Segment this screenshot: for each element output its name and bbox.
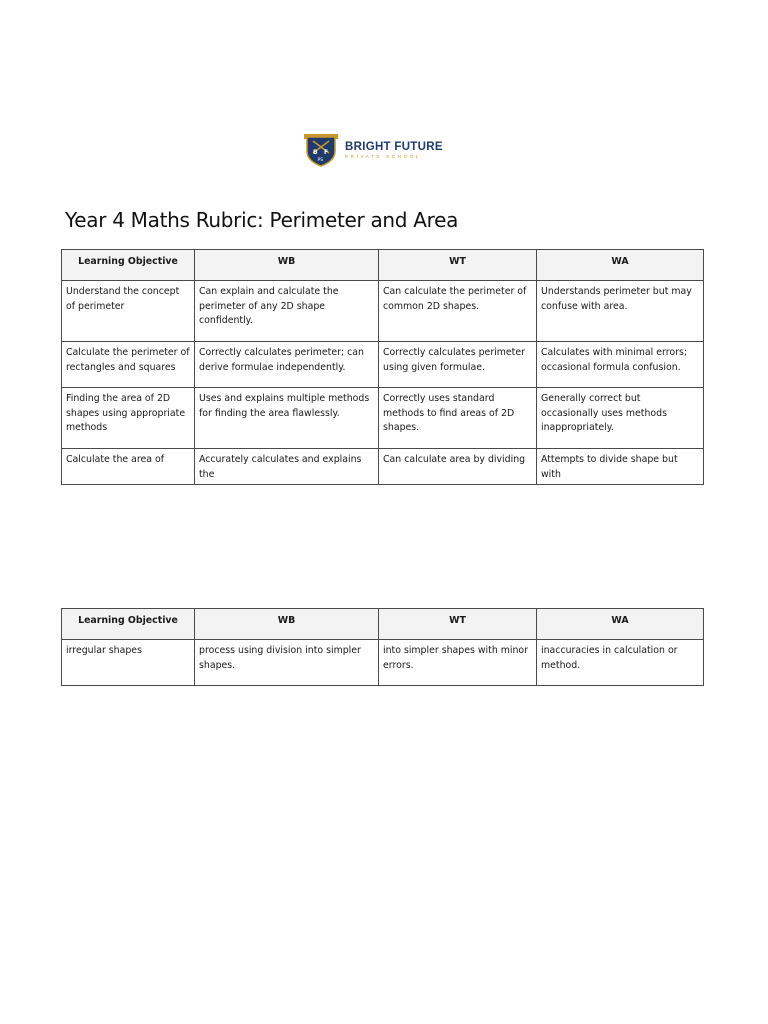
header-wt: WT (379, 250, 537, 281)
header-wa: WA (537, 250, 704, 281)
cell-wa: Understands perimeter but may confuse with area. (537, 281, 704, 342)
school-logo (303, 133, 443, 167)
header-learning-objective: Learning Objective (62, 250, 195, 281)
rubric-table (61, 249, 704, 485)
cell-wt: Can calculate area by dividing (379, 449, 537, 485)
cell-wa: Calculates with minimal errors; occasional formula confusion. (537, 342, 704, 388)
logo-school-subtitle: PRIVATE SCHOOL (345, 153, 422, 159)
cell-wb: Accurately calculates and explains the (195, 449, 379, 485)
cell-wt: Correctly uses standard methods to find areas of 2D shapes. (379, 388, 537, 449)
cell-objective: Calculate the perimeter of rectangles and squares (62, 342, 195, 388)
header-wa: WA (537, 609, 704, 640)
table-row (62, 449, 704, 485)
cell-wb: Uses and explains multiple methods for finding the area flawlessly. (195, 388, 379, 449)
cell-wt: Correctly calculates perimeter using given formulae. (379, 342, 537, 388)
cell-wa: Attempts to divide shape but with (537, 449, 704, 485)
crest-letter-ps: PS (317, 158, 324, 163)
crest-letter-f: F (324, 149, 329, 156)
header-wb: WB (195, 609, 379, 640)
table-header-row (62, 250, 704, 281)
cell-objective: Finding the area of 2D shapes using appropriate methods (62, 388, 195, 449)
crest-letter-b: B (313, 149, 318, 156)
cell-objective: Calculate the area of (62, 449, 195, 485)
cell-objective: irregular shapes (62, 640, 195, 686)
table-row (62, 388, 704, 449)
cell-objective: Understand the concept of perimeter (62, 281, 195, 342)
logo-wordmark (345, 141, 443, 160)
cell-wb: Correctly calculates perimeter; can derive formulae independently. (195, 342, 379, 388)
cell-wa: inaccuracies in calculation or method. (537, 640, 704, 686)
header-wt: WT (379, 609, 537, 640)
table-header-row (62, 609, 704, 640)
logo-school-name: BRIGHT FUTURE (345, 140, 443, 153)
school-crest-icon (303, 133, 339, 167)
page-title: Year 4 Maths Rubric: Perimeter and Area (65, 208, 459, 232)
rubric-table-continued (61, 608, 704, 686)
table-row (62, 342, 704, 388)
table-row (62, 640, 704, 686)
header-wb: WB (195, 250, 379, 281)
cell-wb: process using division into simpler shapes. (195, 640, 379, 686)
cell-wt: into simpler shapes with minor errors. (379, 640, 537, 686)
cell-wt: Can calculate the perimeter of common 2D shapes. (379, 281, 537, 342)
table-row (62, 281, 704, 342)
header-learning-objective: Learning Objective (62, 609, 195, 640)
cell-wa: Generally correct but occasionally uses methods inappropriately. (537, 388, 704, 449)
cell-wb: Can explain and calculate the perimeter of any 2D shape confidently. (195, 281, 379, 342)
